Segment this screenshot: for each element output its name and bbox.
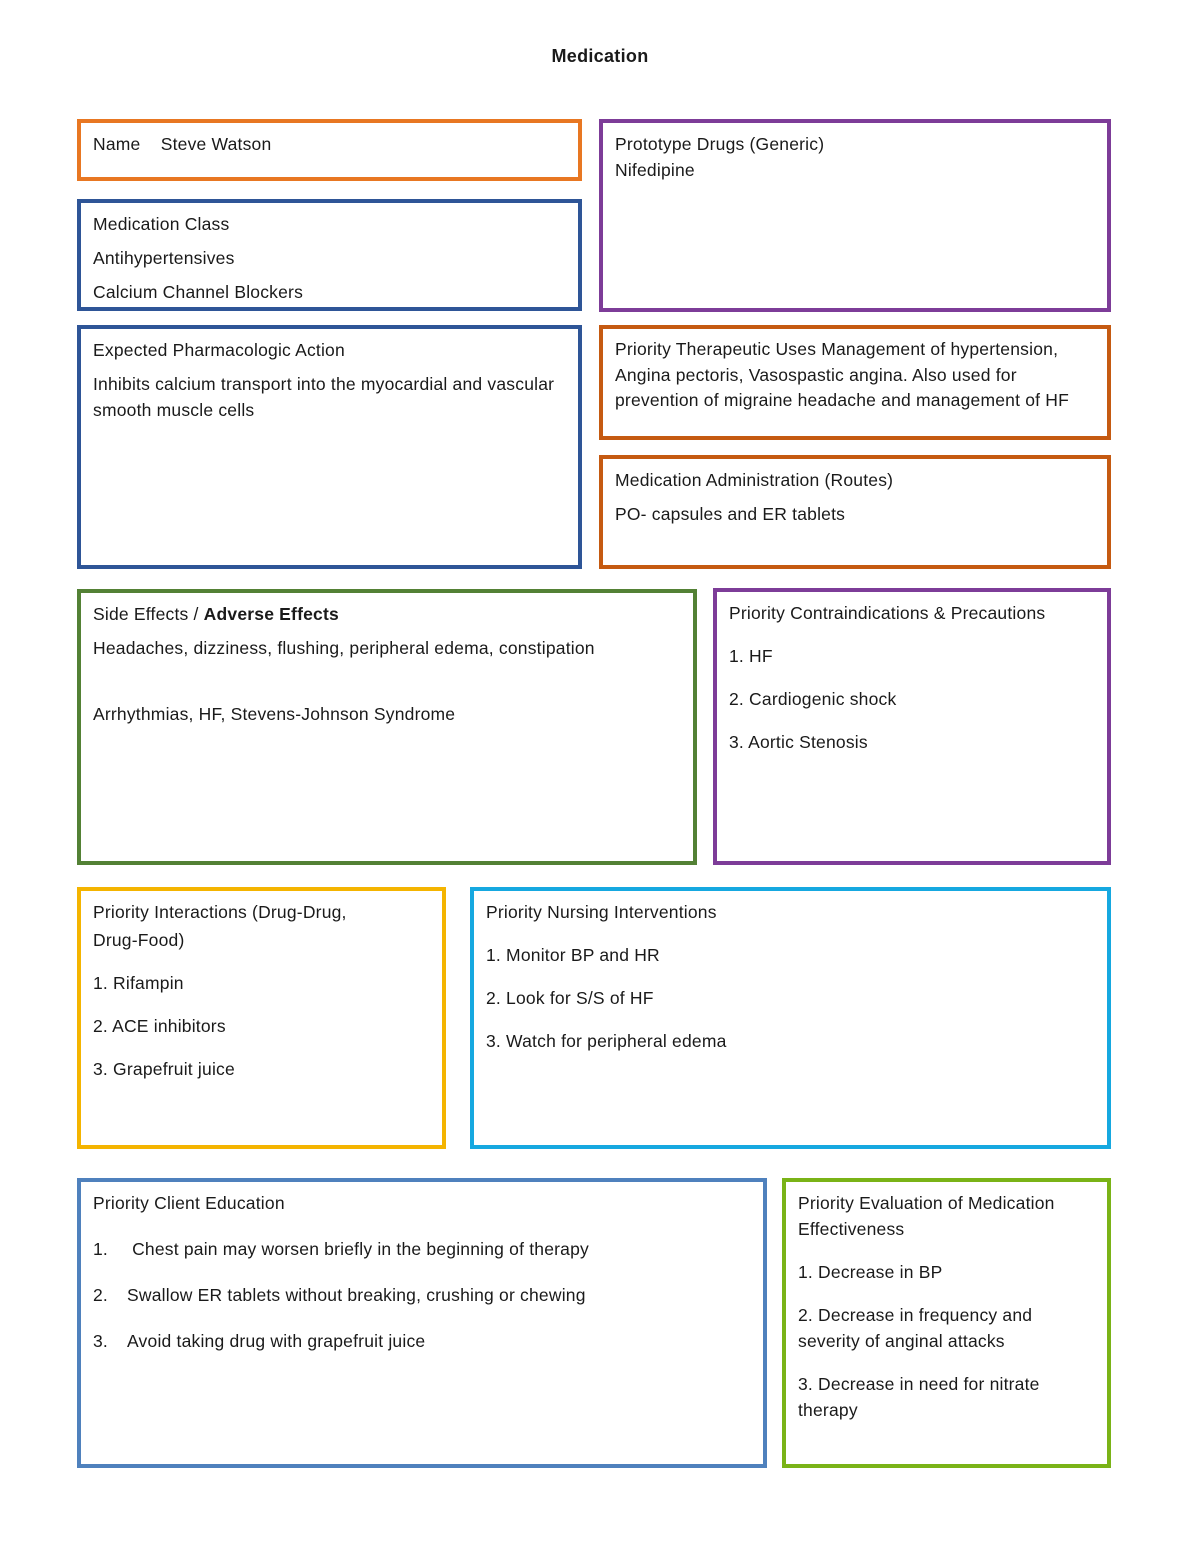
education-heading: Priority Client Education: [93, 1193, 285, 1213]
education-item-number: 1.: [93, 1239, 108, 1259]
medication-class-item: Calcium Channel Blockers: [93, 282, 304, 302]
administration-box: [599, 455, 1111, 569]
name-box: [77, 119, 582, 181]
nursing-heading: Priority Nursing Interventions: [486, 902, 717, 922]
side-effects-text: Headaches, dizziness, flushing, peripheral edema, constipation: [93, 638, 595, 658]
admin-heading: Medication Administration (Routes): [615, 470, 894, 490]
education-item-text: Swallow ER tablets without breaking, crushing or chewing: [127, 1285, 586, 1305]
action-heading: Expected Pharmacologic Action: [93, 340, 345, 360]
evaluation-item: 3. Decrease in need for nitrate therapy: [798, 1374, 1040, 1420]
interactions-heading: Priority Interactions (Drug-Drug,: [93, 902, 347, 922]
side-effects-heading: Side Effects /: [93, 604, 204, 624]
education-item: [93, 1282, 751, 1308]
nursing-item: 3. Watch for peripheral edema: [486, 1031, 727, 1051]
page-title: Medication: [551, 46, 649, 66]
interactions-heading-2: Drug-Food): [93, 930, 185, 950]
evaluation-item: 1. Decrease in BP: [798, 1262, 943, 1282]
interaction-item: 3. Grapefruit juice: [93, 1059, 235, 1079]
uses-text: Priority Therapeutic Uses Management of hypertension, Angina pectoris, Vasospastic angina. Also used for prevention of migraine headache and management of HF: [615, 339, 1070, 410]
side-effects-box: [77, 589, 697, 865]
contra-item: 1. HF: [729, 646, 773, 666]
interaction-item: 1. Rifampin: [93, 973, 184, 993]
evaluation-box: [782, 1178, 1111, 1468]
admin-value: PO- capsules and ER tablets: [615, 504, 846, 524]
name-label: Name: [93, 134, 141, 154]
client-education-box: [77, 1178, 767, 1468]
education-item-text: Avoid taking drug with grapefruit juice: [127, 1331, 426, 1351]
education-item: [93, 1328, 751, 1354]
nursing-item: 2. Look for S/S of HF: [486, 988, 654, 1008]
education-item-number: 3.: [93, 1331, 108, 1351]
prototype-heading: Prototype Drugs (Generic): [615, 134, 825, 154]
action-text: Inhibits calcium transport into the myocardial and vascular smooth muscle cells: [93, 374, 555, 420]
interaction-item: 2. ACE inhibitors: [93, 1016, 226, 1036]
prototype-value: Nifedipine: [615, 160, 695, 180]
evaluation-item: 2. Decrease in frequency and severity of anginal attacks: [798, 1305, 1033, 1351]
evaluation-heading: Priority Evaluation of Medication Effectiveness: [798, 1193, 1055, 1239]
education-item-number: 2.: [93, 1285, 108, 1305]
medication-class-box: [77, 199, 582, 311]
prototype-box: [599, 119, 1111, 312]
adverse-effects-heading: Adverse Effects: [203, 604, 339, 624]
education-item-text: Chest pain may worsen briefly in the beginning of therapy: [132, 1239, 589, 1259]
contra-heading: Priority Contraindications & Precautions: [729, 603, 1046, 623]
medication-class-item: Antihypertensives: [93, 248, 235, 268]
interactions-box: [77, 887, 446, 1149]
pharmacologic-action-box: [77, 325, 582, 569]
medication-class-heading: Medication Class: [93, 214, 230, 234]
contra-item: 2. Cardiogenic shock: [729, 689, 897, 709]
contra-item: 3. Aortic Stenosis: [729, 732, 868, 752]
nursing-interventions-box: [470, 887, 1111, 1149]
adverse-effects-text: Arrhythmias, HF, Stevens-Johnson Syndrome: [93, 704, 456, 724]
nursing-item: 1. Monitor BP and HR: [486, 945, 660, 965]
therapeutic-uses-box: [599, 325, 1111, 440]
name-value: Steve Watson: [160, 134, 272, 154]
contraindications-box: [713, 588, 1111, 865]
education-item: [93, 1236, 751, 1262]
